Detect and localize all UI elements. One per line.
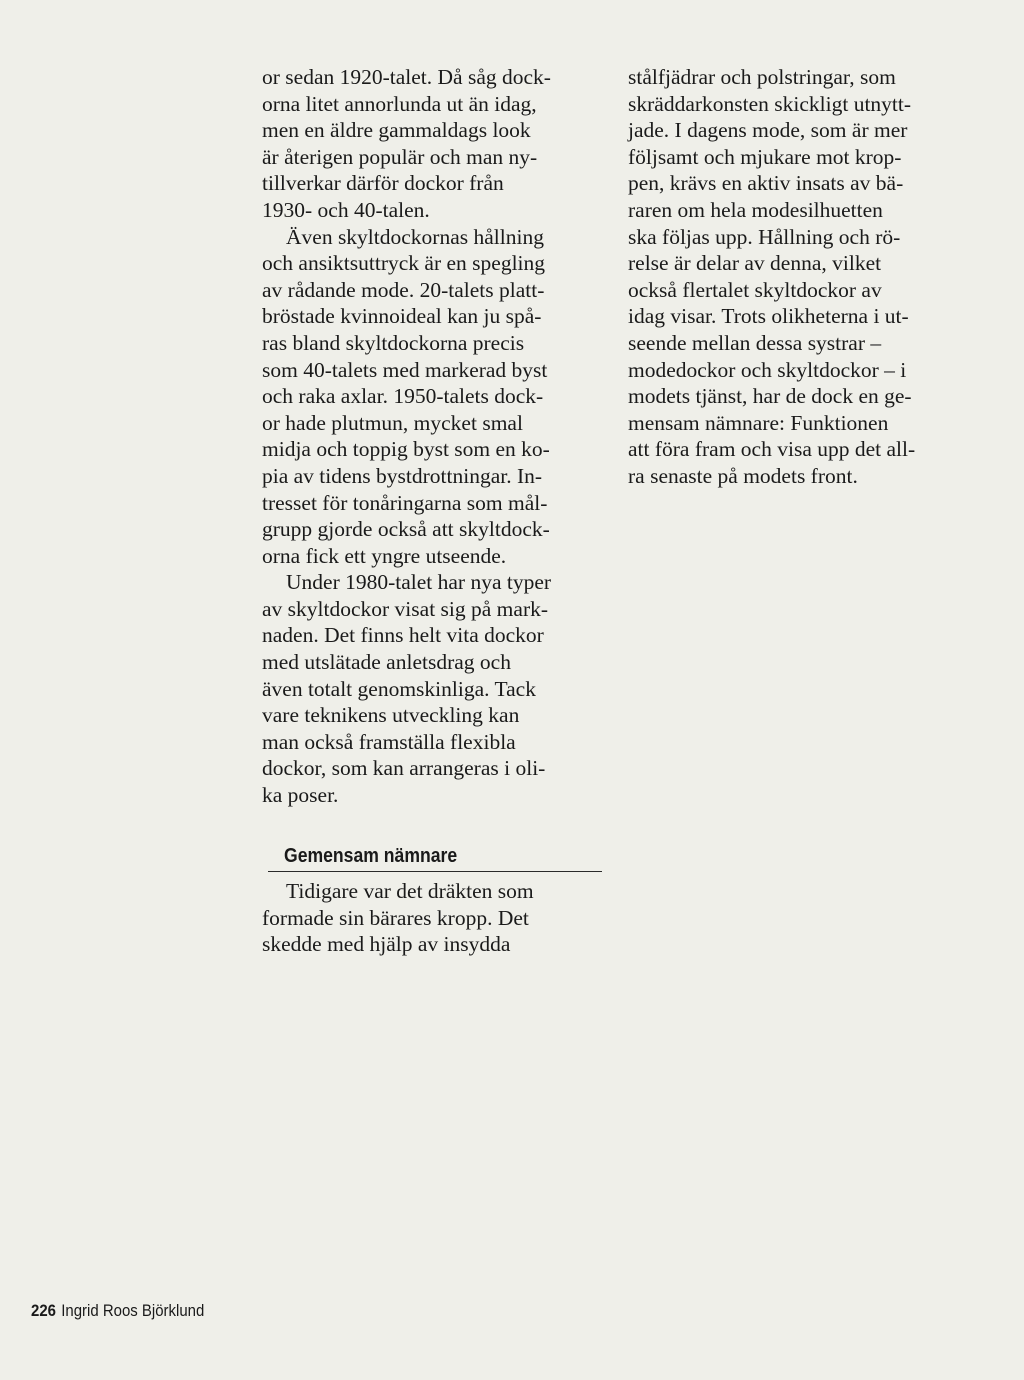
text-line: or sedan 1920-talet. Då såg dock- — [262, 65, 551, 89]
text-line: midja och toppig byst som en ko- — [262, 437, 550, 462]
section-text — [262, 878, 614, 958]
text-line: bröstade kvinnoideal kan ju spå- — [262, 304, 542, 329]
text-line: men en äldre gammaldags look — [262, 118, 531, 143]
text-line: Under 1980-talet har nya typer — [286, 570, 552, 595]
text-line: relse är delar av denna, vilket — [628, 251, 882, 276]
text-line: är återigen populär och man ny- — [262, 144, 538, 169]
text-line: som 40-talets med markerad byst — [262, 357, 548, 382]
text-line: idag visar. Trots olikheterna i ut- — [628, 304, 909, 329]
text-line: or hade plutmun, mycket smal — [262, 410, 523, 435]
heading-rule — [268, 871, 602, 872]
text-line: vare teknikens utveckling kan — [262, 703, 520, 728]
page-footer — [31, 1300, 204, 1322]
text-line: skräddarkonsten skickligt utnytt- — [628, 91, 912, 116]
text-line: med utslätade anletsdrag och — [262, 650, 511, 675]
text-line: seende mellan dessa systrar – — [628, 330, 882, 355]
text-line: pia av tidens bystdrottningar. In- — [262, 463, 543, 488]
text-line: följsamt och mjukare mot krop- — [628, 144, 902, 169]
text-line: raren om hela modesilhuetten — [628, 197, 883, 222]
text-line: mensam nämnare: Funktionen — [628, 410, 889, 435]
text-line: jade. I dagens mode, som är mer — [628, 118, 908, 143]
text-line: av skyltdockor visat sig på mark- — [262, 596, 549, 621]
text-line: stålfjädrar och polstringar, som — [628, 65, 896, 89]
text-line: 1930- och 40-talen. — [262, 197, 430, 222]
text-line: ska följas upp. Hållning och rö- — [628, 224, 901, 249]
text-line: Även skyltdockornas hållning — [286, 224, 544, 249]
text-line: pen, krävs en aktiv insats av bä- — [628, 171, 904, 196]
text-line: och raka axlar. 1950-talets dock- — [262, 384, 544, 409]
page-number: 226 — [31, 1301, 56, 1320]
left-text-column — [262, 64, 614, 809]
text-line: orna litet annorlunda ut än idag, — [262, 91, 537, 116]
text-line: man också framställa flexibla — [262, 729, 516, 754]
author-name: Ingrid Roos Björklund — [61, 1301, 205, 1320]
text-line: och ansiktsuttryck är en spegling — [262, 251, 546, 276]
text-line: grupp gjorde också att skyltdock- — [262, 517, 550, 542]
text-line: ra senaste på modets front. — [628, 463, 858, 488]
text-line: tillverkar därför dockor från — [262, 171, 504, 196]
right-text-column — [628, 64, 980, 490]
section-heading: Gemensam nämnare — [284, 845, 458, 867]
text-line: även totalt genomskinliga. Tack — [262, 676, 536, 701]
text-line: formade sin bärares kropp. Det — [262, 905, 529, 930]
text-line: orna fick ett yngre utseende. — [262, 543, 507, 568]
text-line: tresset för tonåringarna som mål- — [262, 490, 548, 515]
text-line: att föra fram och visa upp det all- — [628, 437, 916, 462]
text-line: skedde med hjälp av insydda — [262, 932, 511, 957]
text-line: också flertalet skyltdockor av — [628, 277, 882, 302]
text-line: av rådande mode. 20-talets platt- — [262, 277, 545, 302]
text-line: modets tjänst, har de dock en ge- — [628, 384, 912, 409]
text-line: ras bland skyltdockorna precis — [262, 330, 525, 355]
text-line: dockor, som kan arrangeras i oli- — [262, 756, 546, 781]
text-line: ka poser. — [262, 783, 339, 808]
text-line: modedockor och skyltdockor – i — [628, 357, 907, 382]
text-line: naden. Det finns helt vita dockor — [262, 623, 544, 648]
text-line: Tidigare var det dräkten som — [286, 879, 534, 903]
